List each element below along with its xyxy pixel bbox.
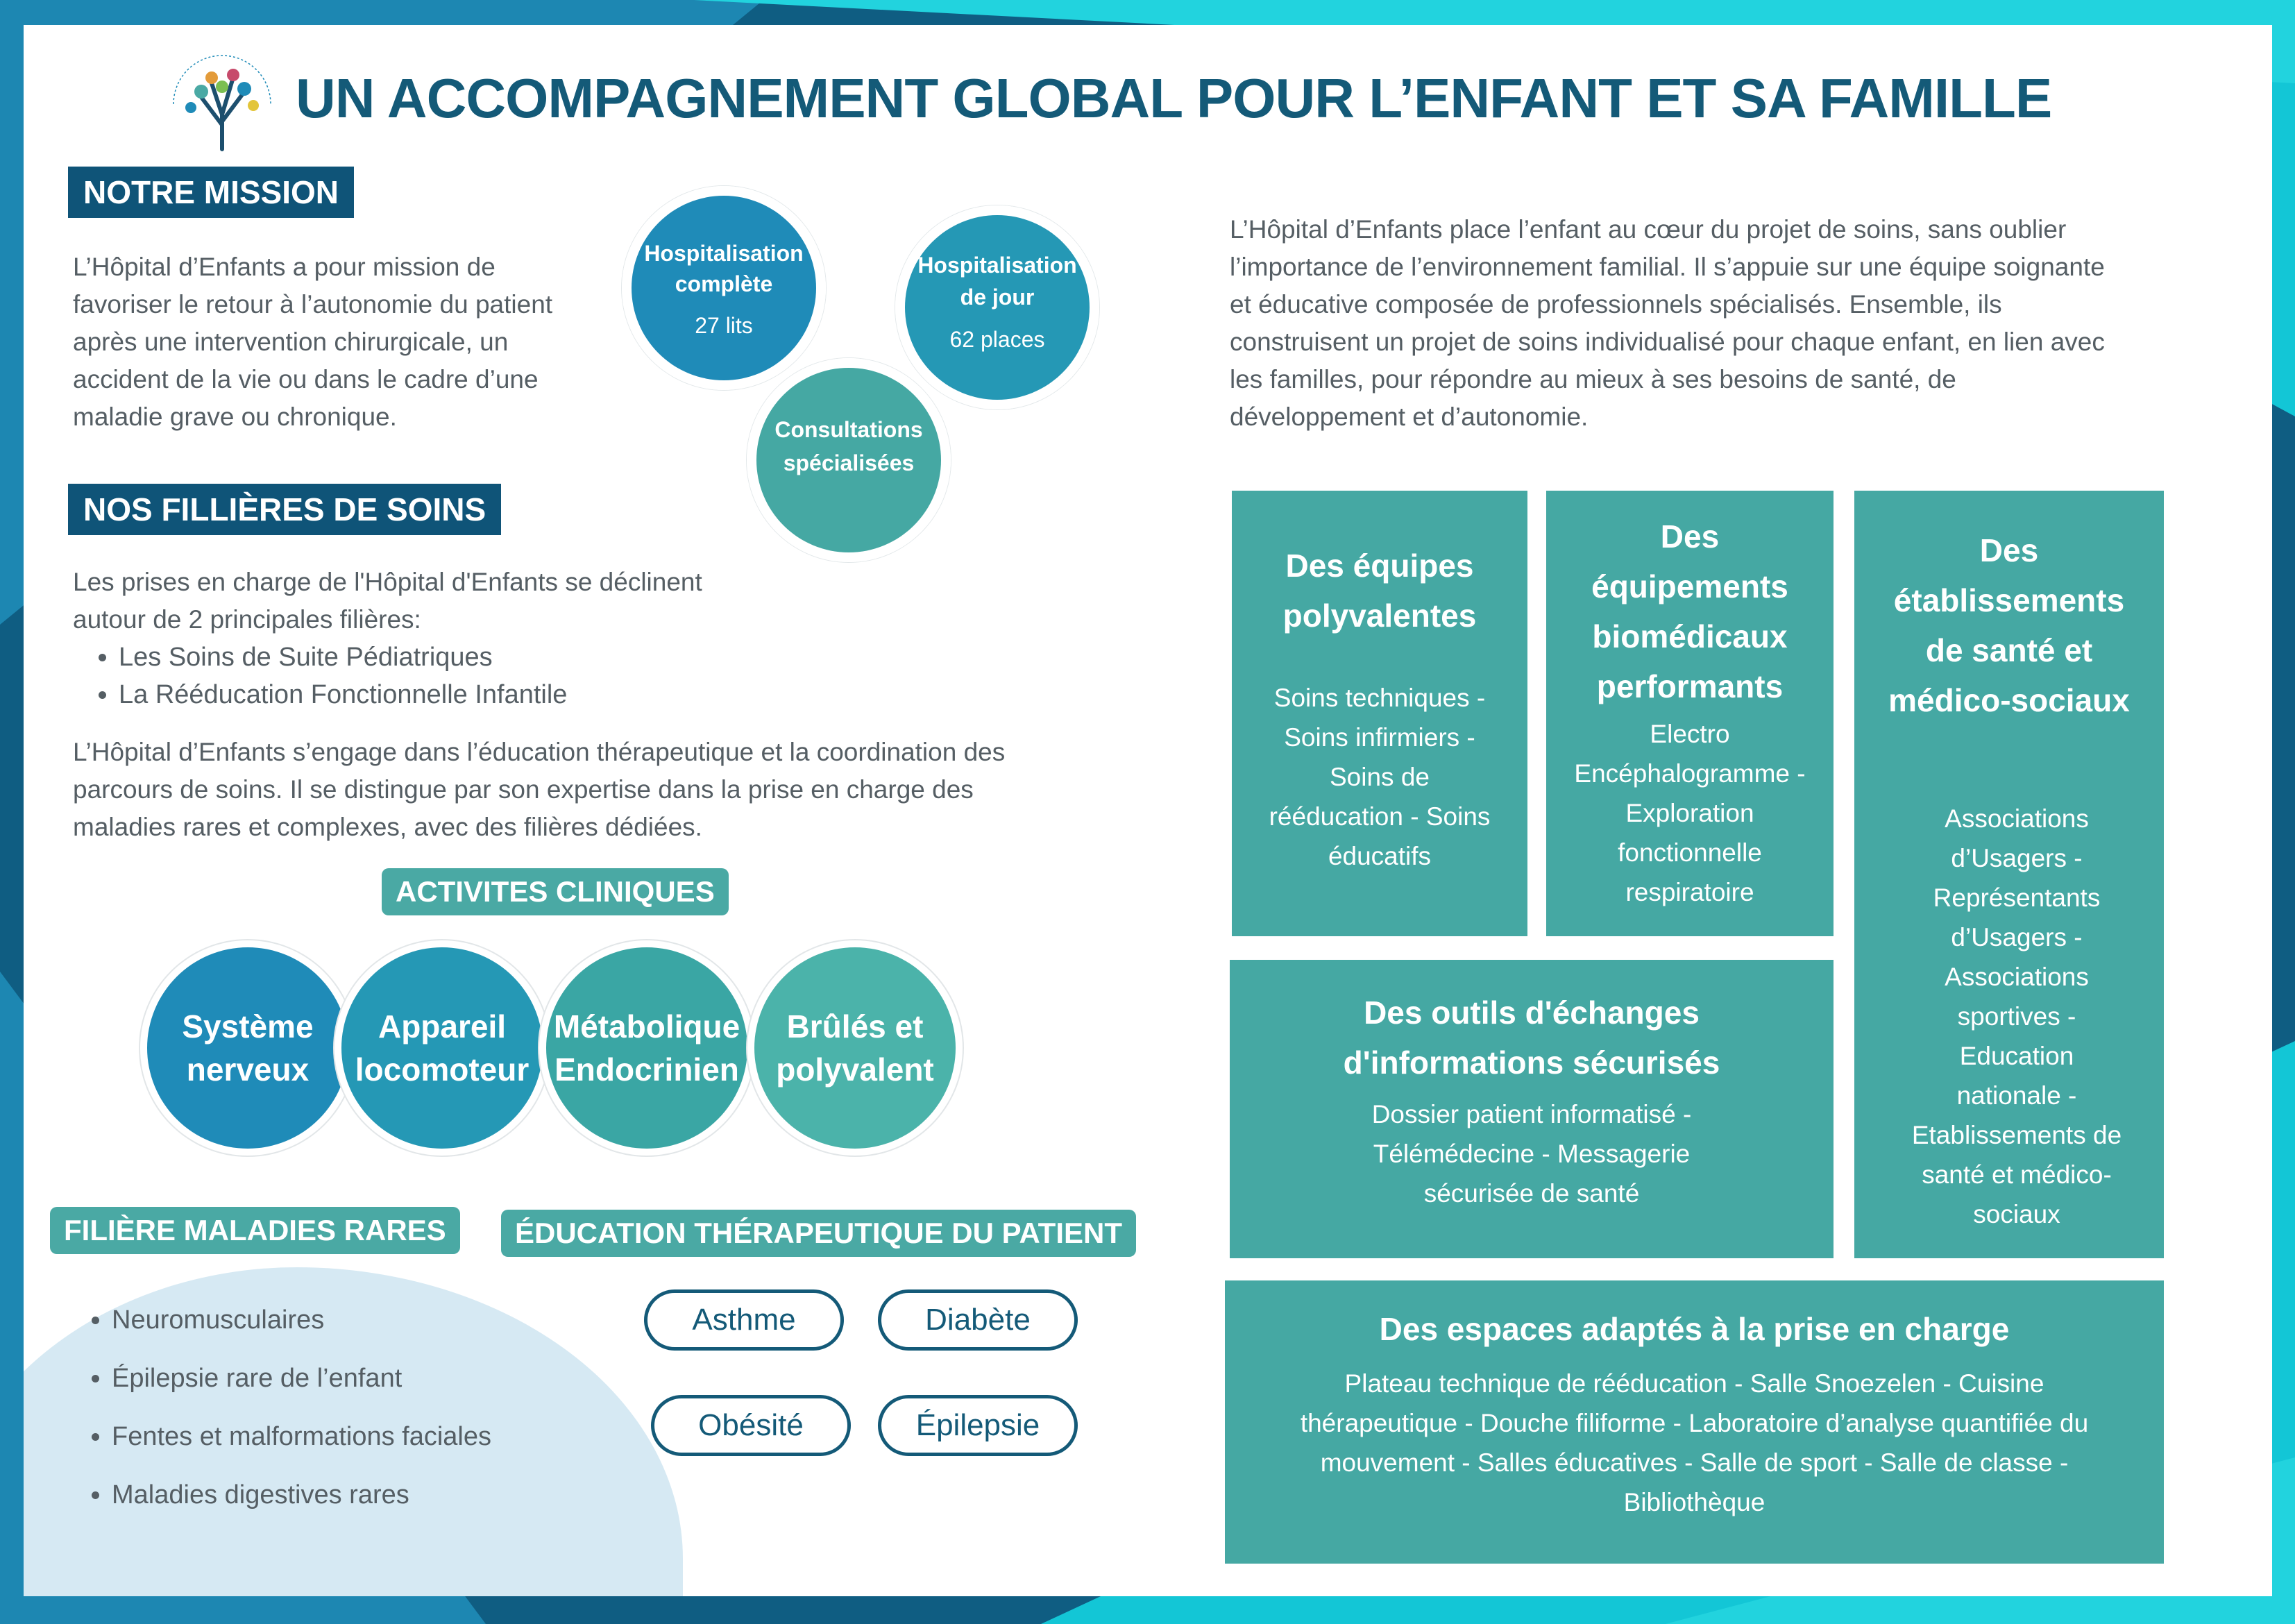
stat-bubble-hospitalisation-complete bbox=[632, 196, 816, 380]
box-text: fonctionnelle bbox=[1618, 838, 1762, 867]
box-text: Electro bbox=[1650, 720, 1730, 748]
mission-text bbox=[73, 248, 552, 436]
box-text: sportives - bbox=[1957, 1002, 2076, 1031]
box-title: d'informations sécurisés bbox=[1343, 1044, 1720, 1081]
stat-value: 27 lits bbox=[695, 312, 753, 338]
stat-label: complète bbox=[675, 271, 773, 296]
stat-bubble-consultations bbox=[756, 368, 941, 552]
box-text: sécurisée de santé bbox=[1423, 1179, 1640, 1208]
box-espaces-adaptes bbox=[1225, 1280, 2164, 1564]
box-equipements-biomedicaux bbox=[1546, 491, 1834, 936]
mission-line: L’Hôpital d’Enfants a pour mission de bbox=[73, 253, 496, 281]
intro-line: construisent un projet de soins individualisé pour chaque enfant, en lien avec bbox=[1230, 328, 2105, 356]
box-title: Des équipes bbox=[1285, 548, 1474, 584]
box-text: Représentants bbox=[1933, 883, 2101, 912]
box-text: éducatifs bbox=[1328, 842, 1432, 870]
list-item: • Neuromusculaires bbox=[112, 1291, 491, 1349]
box-text: sociaux bbox=[1973, 1200, 2060, 1228]
filieres-intro-line: Les prises en charge de l'Hôpital d'Enfants se déclinent bbox=[73, 568, 702, 596]
box-text: Associations bbox=[1945, 804, 2089, 833]
box-title: Des espaces adaptés à la prise en charge bbox=[1379, 1311, 2010, 1347]
activite-systeme-nerveux bbox=[147, 947, 348, 1149]
stat-label: de jour bbox=[960, 284, 1035, 310]
etp-heading: ÉDUCATION THÉRAPEUTIQUE DU PATIENT bbox=[501, 1210, 1136, 1257]
box-title: établissements bbox=[1893, 582, 2125, 618]
filieres-paragraph bbox=[73, 734, 1005, 846]
stat-label: Hospitalisation bbox=[644, 240, 804, 266]
filieres-intro bbox=[73, 564, 702, 638]
activite-label: Métabolique bbox=[553, 1008, 740, 1044]
bubble-ring bbox=[747, 358, 951, 562]
mission-heading: NOTRE MISSION bbox=[68, 167, 354, 218]
activite-metabolique-endocrinien bbox=[546, 947, 747, 1149]
page-title: UN ACCOMPAGNEMENT GLOBAL POUR L’ENFANT ET SA FAMILLE bbox=[296, 67, 2052, 129]
stat-value: 62 places bbox=[949, 326, 1045, 352]
stat-label: Hospitalisation bbox=[917, 252, 1077, 278]
activite-label: Endocrinien bbox=[554, 1051, 739, 1088]
box-text: Encéphalogramme - bbox=[1574, 759, 1806, 788]
activite-label: nerveux bbox=[186, 1051, 310, 1088]
box-text: Télémédecine - Messagerie bbox=[1373, 1140, 1691, 1168]
intro-line: les familles, pour répondre au mieux à ses besoins de santé, de bbox=[1230, 365, 1956, 394]
box-text: Education bbox=[1959, 1042, 2074, 1070]
activite-label: polyvalent bbox=[776, 1051, 934, 1088]
etp-pill-asthme: Asthme bbox=[644, 1289, 844, 1351]
etp-pill-diabete: Diabète bbox=[878, 1289, 1078, 1351]
box-text: Soins infirmiers - bbox=[1284, 723, 1475, 752]
box-outils-echanges bbox=[1230, 960, 1834, 1258]
box-text: d’Usagers - bbox=[1951, 923, 2083, 951]
stat-label: spécialisées bbox=[783, 450, 915, 475]
stat-bubble-hospitalisation-jour bbox=[905, 215, 1090, 400]
mission-line: favoriser le retour à l’autonomie du patient bbox=[73, 290, 553, 319]
etp-pill-epilepsie: Épilepsie bbox=[878, 1395, 1078, 1456]
box-title: Des bbox=[1660, 518, 1720, 555]
mission-line: après une intervention chirurgicale, un bbox=[73, 328, 509, 356]
box-title: Des bbox=[1979, 532, 2039, 568]
mission-line: accident de la vie ou dans le cadre d’une bbox=[73, 365, 539, 394]
box-text: nationale - bbox=[1956, 1081, 2077, 1110]
activite-label: Appareil bbox=[378, 1008, 507, 1044]
box-title: équipements bbox=[1591, 568, 1788, 604]
bubble-ring bbox=[895, 205, 1099, 409]
intro-line: L’Hôpital d’Enfants place l’enfant au cœur du projet de soins, sans oublier bbox=[1230, 215, 2067, 244]
list-item: • La Rééducation Fonctionnelle Infantile bbox=[119, 676, 567, 713]
activite-appareil-locomoteur bbox=[341, 947, 543, 1149]
filieres-paragraph-line: parcours de soins. Il se distingue par son expertise dans la prise en charge des bbox=[73, 775, 974, 804]
box-title: Des outils d'échanges bbox=[1364, 995, 1700, 1031]
intro-line: développement et d’autonomie. bbox=[1230, 403, 1589, 431]
list-item: • Les Soins de Suite Pédiatriques bbox=[119, 638, 567, 676]
activites-heading: ACTIVITES CLINIQUES bbox=[382, 868, 729, 915]
filieres-paragraph-line: maladies rares et complexes, avec des filières dédiées. bbox=[73, 813, 702, 841]
box-text: Dossier patient informatisé - bbox=[1371, 1100, 1692, 1128]
stat-label: Consultations bbox=[774, 417, 923, 442]
list-item: • Maladies digestives rares bbox=[112, 1466, 491, 1524]
box-title: de santé et bbox=[1925, 632, 2093, 668]
activite-label: Système bbox=[182, 1008, 314, 1044]
association-logo bbox=[160, 49, 285, 153]
box-text: rééducation - Soins bbox=[1269, 802, 1491, 831]
box-text: santé et médico- bbox=[1922, 1160, 2112, 1189]
list-item: • Épilepsie rare de l’enfant bbox=[112, 1349, 491, 1407]
etp-pill-obesite: Obésité bbox=[651, 1395, 851, 1456]
box-etablissements-sante bbox=[1854, 491, 2164, 1258]
box-text: Associations bbox=[1945, 963, 2089, 991]
rares-heading: FILIÈRE MALADIES RARES bbox=[50, 1207, 460, 1254]
box-text: Plateau technique de rééducation - Salle Snoezelen - Cuisine bbox=[1344, 1369, 2044, 1398]
box-text: Soins de bbox=[1330, 763, 1430, 791]
box-text: Soins techniques - bbox=[1273, 684, 1486, 712]
activite-brules-polyvalent bbox=[754, 947, 956, 1149]
filieres-list bbox=[73, 638, 567, 713]
bubble-ring bbox=[622, 186, 826, 390]
box-text: Exploration bbox=[1625, 799, 1754, 827]
box-text: Bibliothèque bbox=[1623, 1488, 1765, 1516]
box-equipes-polyvalentes bbox=[1232, 491, 1527, 936]
filieres-paragraph-line: L’Hôpital d’Enfants s’engage dans l’éducation thérapeutique et la coordination des bbox=[73, 738, 1006, 766]
mission-line: maladie grave ou chronique. bbox=[73, 403, 397, 431]
intro-line: et éducative composée de professionnels spécialisés. Ensemble, ils bbox=[1230, 290, 2002, 319]
box-title: biomédicaux bbox=[1592, 618, 1788, 654]
rares-list bbox=[66, 1291, 491, 1524]
intro-text bbox=[1230, 211, 2105, 436]
box-text: Etablissements de bbox=[1911, 1121, 2122, 1149]
box-text: mouvement - Salles éducatives - Salle de sport - Salle de classe - bbox=[1320, 1448, 2069, 1477]
list-item: • Fentes et malformations faciales bbox=[112, 1407, 491, 1466]
filieres-intro-line: autour de 2 principales filières: bbox=[73, 605, 421, 634]
box-title: polyvalentes bbox=[1282, 598, 1477, 634]
activite-label: locomoteur bbox=[355, 1051, 530, 1088]
intro-line: l’importance de l’environnement familial. Il s’appuie sur une équipe soignante bbox=[1230, 253, 2105, 281]
box-title: médico-sociaux bbox=[1888, 682, 2130, 718]
box-text: respiratoire bbox=[1625, 878, 1754, 906]
activite-label: Brûlés et bbox=[786, 1008, 924, 1044]
box-text: d’Usagers - bbox=[1951, 844, 2083, 872]
box-text: thérapeutique - Douche filiforme - Laboratoire d’analyse quantifiée du bbox=[1300, 1409, 2089, 1437]
filieres-heading: NOS FILLIÈRES DE SOINS bbox=[68, 484, 501, 535]
box-title: performants bbox=[1596, 668, 1784, 704]
